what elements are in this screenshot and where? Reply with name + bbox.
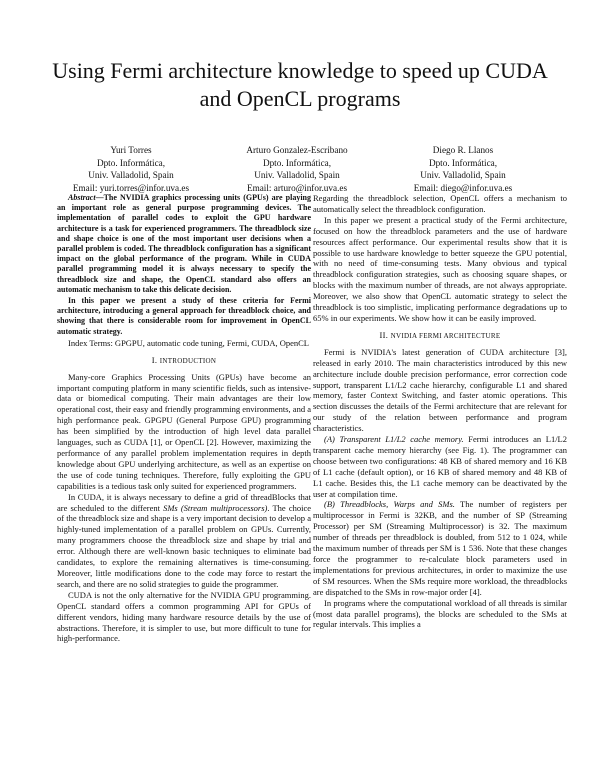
fermi-paragraph-1: Fermi is NVIDIA's latest generation of CUDA architecture [3], released in early 2010. The main characteristics introduced by this new architecture include double precision performance, error correction code support, transparent L1/L2 cache hierarchy, configurable L1 and shared memory, faster Context Switching, and faster atomic operations. This section discusses the details of the Fermi architecture that are relevant for our study of the relation between performance and program characteristics. xyxy=(313,346,567,434)
author-dept: Dpto. Informática, xyxy=(428,157,498,168)
author-univ: Univ. Valladolid, Spain xyxy=(254,170,340,181)
left-column xyxy=(57,193,311,644)
abstract-paragraph-2: In this paper we present a study of these criteria for Fermi architecture, introducing a general approach for threadblock choice, and showing that there is considerable room for improvement in OpenCL automatic strategy. xyxy=(57,296,311,336)
intro-paragraph-3: CUDA is not the only alternative for the NVIDIA GPU programming. OpenCL standard offers a common programming API for GPUs of different vendors, hiding many hardware resource details by the use of abstractions. Therefore, it is simpler to use, but more difficult to tune for high-performance. xyxy=(57,589,311,644)
emphasis: SMs (Stream multiprocessors) xyxy=(163,502,268,513)
author-name: Diego R. Llanos xyxy=(432,145,494,155)
author-name: Yuri Torres xyxy=(110,145,152,155)
section-title: INTRODUCTION xyxy=(159,356,217,365)
emphasis: (A) Transparent L1/L2 cache memory. xyxy=(324,434,464,445)
text-run: Fermi introduces an L1/L2 transparent cache memory hierarchy (see Fig. 1). The programmer can choose between two configurations: 48 KB of shared memory and 16 KB of L1 cache (default option), or 16 KB of shared memory and 48 KB of L1 cache. Besides this, the L1 cache memory can be deactivated by the user at compilation time. xyxy=(313,434,568,499)
intro-paragraph-1: Many-core Graphics Processing Units (GPUs) have become an important computing platform in many scientific fields, such as intensive-data or biomedical computing. Their main advantages are their low operational cost, their easy and friendly programming environments, and a high performance peak. GPGPU (General Purpose GPU) programming has been simplified by the introduction of high level data parallel languages, such as CUDA [1], or OpenCL [2]. However, maximizing the performance of any parallel problem implementation requires in depth knowledge about GPU underlying architecture, as well as an expertise on the use of code tuning techniques. Therefore, fully exploiting the GPU capabilities is a tedious task only suited for experienced programmers. xyxy=(57,371,311,491)
right-paragraph-1: Regarding the threadblock selection, OpenCL offers a mechanism to automatically select the threadblock configuration. xyxy=(313,193,567,214)
author-email: Email: arturo@infor.uva.es xyxy=(246,182,348,193)
fermi-paragraph-3 xyxy=(313,499,567,597)
author-dept: Dpto. Informática, xyxy=(262,157,332,168)
right-paragraph-2: In this paper we present a practical study of the Fermi architecture, focused on how the threadblock parameters and the use of hardware resources affect performance. Our experimental results show that it is possible to use hardware knowledge to better squeeze the GPU potential, with no need of time-consuming tests. Many obvious and typical threadblock configuration strategies, such as choosing square shapes, or blocks with the maximum number of threads, are not always appropriate. Moreover, we also show that OpenCL automatic strategy to select the threadblock is too simplistic, implicating performance degradations up to 65% in our experiments. We show how it can be easily improved. xyxy=(313,214,567,323)
text-run: The number of registers per multiprocessor in Fermi is 32KB, and the number of SP (Streaming Processor) per SM (Streaming Multiprocessor) is 32. The maximum number of threads per threadblock is doubled, from 512 to 1 024, while the maximum number of threads per SM is 1 536. Note that these changes force the programmer to re-calculate block parameters used in implementations for previous architectures, in order to maximize the use of SM resources. When the SMs require more workload, the threadblocks are dispatched to the SMs in row-major order [4]. xyxy=(313,499,567,597)
author-name: Arturo Gonzalez-Escribano xyxy=(246,145,348,155)
abstract-label: Abstract xyxy=(68,193,96,202)
abstract xyxy=(57,193,311,295)
author-email: Email: diego@infor.uva.es xyxy=(413,182,513,193)
section-title: NVIDIA FERMI ARCHITECTURE xyxy=(390,331,501,340)
index-terms: Index Terms: GPGPU, automatic code tuning, Fermi, CUDA, OpenCL xyxy=(68,337,309,348)
author-block-3 xyxy=(378,144,548,194)
text-run: . The choice of the threadblock size and shape is a very important decision to develop a highly-tuned implementation of a parallel problem on GPUs. Currently, many programmers choose the threadblock size and shape by trial and error. Although there are well-known basic techniques to eliminate bad candidates, to explore the remaining alternatives is time-consuming. Moreover, little modifications done to the code may force to restart the search, and there are no solid strategies to guide the programmer. xyxy=(57,502,311,589)
intro-paragraph-2 xyxy=(57,492,311,590)
section-number: II. xyxy=(379,329,391,340)
author-email: Email: yuri.torres@infor.uva.es xyxy=(72,182,190,193)
author-block-2 xyxy=(212,144,382,194)
section-heading-introduction xyxy=(57,355,311,367)
text-run: In CUDA, it is always necessary to define a grid of threadBlocks that are scheduled to the different xyxy=(57,491,311,513)
section-number: I. xyxy=(151,354,160,365)
author-univ: Univ. Valladolid, Spain xyxy=(420,170,506,181)
abstract-text: —The NVIDIA graphics processing units (GPUs) are playing an important role as general purpose programming devices. The implementation of parallel codes to exploit the GPU hardware architecture is a task for experienced programmers. The threadblock size and shape choice is one of the most important user decisions when a parallel problem is coded. The threadblock configuration has a significant impact on the global performance of the program. While in CUDA parallel programming model it is always necessary to specify the threadblock size and shape, the OpenCL standard also offers an automatic mechanism to take this delicate decision. xyxy=(57,193,311,294)
section-heading-fermi xyxy=(313,330,567,342)
fermi-paragraph-2 xyxy=(313,434,567,499)
right-column xyxy=(313,193,567,630)
paper-title: Using Fermi architecture knowledge to speed up CUDA and OpenCL programs xyxy=(52,58,548,111)
author-block-1 xyxy=(46,144,216,194)
fermi-paragraph-4: In programs where the computational workload of all threads is similar (most data parallel programs), the blocks are scheduled to the SMs at regular intervals. This implies a xyxy=(313,597,567,630)
author-dept: Dpto. Informática, xyxy=(96,157,166,168)
author-univ: Univ. Valladolid, Spain xyxy=(88,170,174,181)
emphasis: (B) Threadblocks, Warps and SMs. xyxy=(324,499,455,510)
